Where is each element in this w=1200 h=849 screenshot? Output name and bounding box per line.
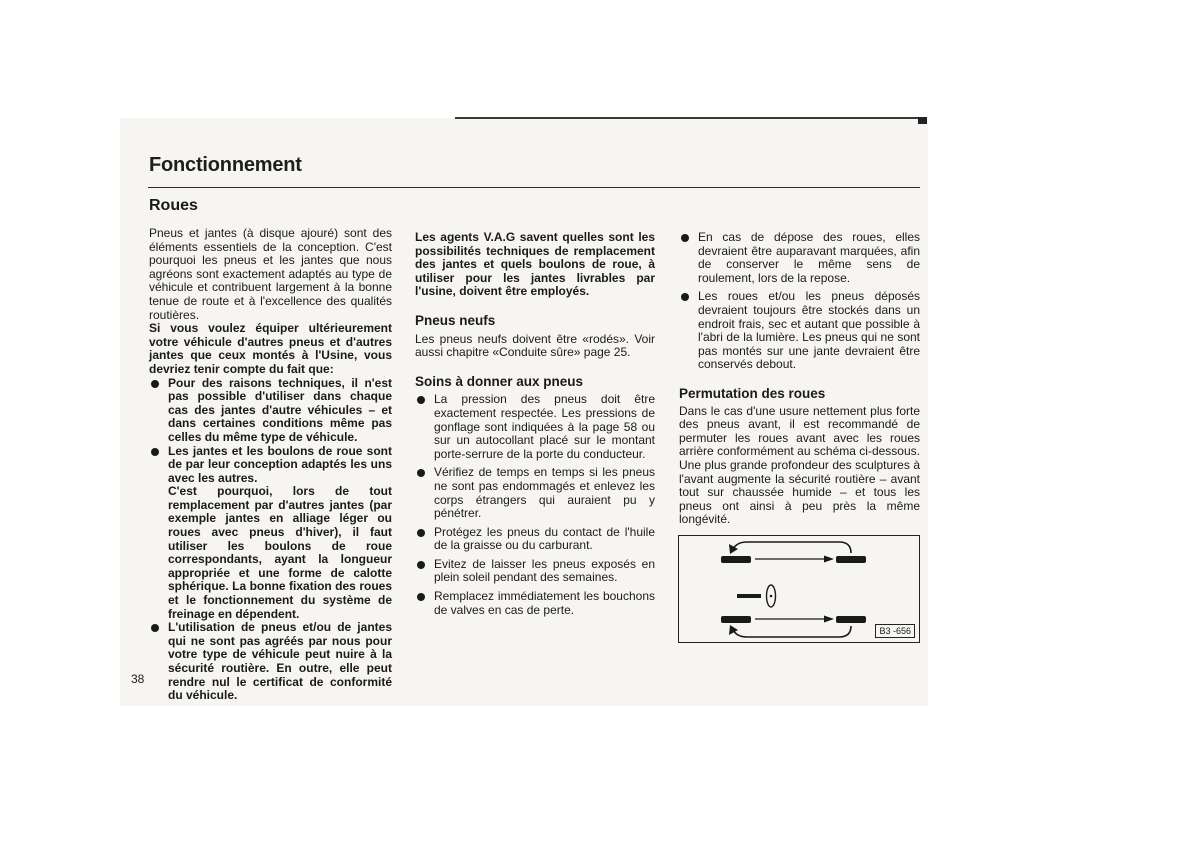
spare-hub — [770, 595, 773, 598]
arrowhead-rear-right — [824, 616, 834, 623]
list-item-text: L'utilisation de pneus et/ou de jantes qui ne sont pas agréés par nous pour votre type de véhicule peut nuire à la sécurité routière. En outre, elle peut rendre nul le certificat de conformité du véhicule. — [168, 620, 392, 703]
list-item — [415, 590, 655, 617]
rear-right-tyre — [836, 616, 866, 623]
wheel-rotation-diagram — [678, 535, 920, 643]
soins-list — [415, 393, 655, 617]
list-item — [149, 445, 392, 622]
list-item-text: Les jantes et les boulons de roue sont de par leur conception adaptés les uns avec les autres. — [168, 443, 392, 485]
list-item-continuation: C'est pourquoi, lors de tout remplacement par d'autres jantes (par exemple jantes en alliage léger ou roues avec pneus d'hiver), il faut utiliser les boulons de roue correspondants, ayant la longueur appropriée et une forme de calotte sphérique. La bonne fixation des roues et le fonctionnement du système de freinage en dépendent. — [168, 484, 392, 621]
list-item — [149, 377, 392, 445]
intro-paragraph: Pneus et jantes (à disque ajouré) sont des éléments essentiels de la conception. C'est pourquoi les pneus et les jantes que nous agréons sont exactement adaptés au type de véhicule et contribuent largement à la bonne tenue de route et à l'excellence des qualités routières. — [149, 226, 392, 322]
list-item — [149, 621, 392, 703]
list-item — [679, 290, 920, 372]
list-item-text: Les roues et/ou les pneus déposés devraient toujours être stockés dans un endroit frais, sec et autant que possible à l'abri de la lumière. Les pneus qui ne sont pas montés sur une jante devraient être conservés debout. — [698, 289, 920, 372]
agents-paragraph: Les agents V.A.G savent quelles sont les possibilités techniques de remplacement des jantes et quels boulons de roue, à utiliser pour les jantes livrables par l'usine, doivent être employés. — [415, 230, 655, 299]
list-item — [679, 231, 920, 285]
rear-left-tyre — [721, 616, 751, 623]
spare-axle — [737, 594, 761, 598]
list-item-text: Remplacez immédiatement les bouchons de valves en cas de perte. — [434, 589, 655, 617]
arrow-front-curved — [733, 542, 851, 553]
page-number: 38 — [131, 672, 145, 686]
front-left-tyre — [721, 556, 751, 563]
column-3 — [679, 231, 920, 527]
list-item-text: Pour des raisons techniques, il n'est pas possible d'utiliser dans chaque cas des jantes d'autre véhicules – et dans certaines conditions même pas celles du même type de véhicule. — [168, 375, 392, 444]
list-item-text: Evitez de laisser les pneus exposés en plein soleil pendant des semaines. — [434, 556, 655, 585]
section-rule — [148, 187, 920, 188]
list-item — [415, 558, 655, 585]
heading-pneus-neufs: Pneus neufs — [415, 312, 496, 328]
heading-soins: Soins à donner aux pneus — [415, 373, 584, 389]
requirements-list — [149, 377, 392, 703]
front-right-tyre — [836, 556, 866, 563]
pneus-neufs-paragraph: Les pneus neufs doivent être «rodés». Voir aussi chapitre «Conduite sûre» page 25. — [415, 331, 655, 360]
column-2 — [415, 231, 655, 617]
list-item — [415, 393, 655, 461]
bold-intro-paragraph: Si vous voulez équiper ultérieurement votre véhicule d'autres pneus et d'autres jantes que ceux montés à l'Usine, vous devriez tenir compte du fait que: — [149, 321, 392, 376]
list-item — [415, 466, 655, 520]
section-title: Fonctionnement — [149, 154, 302, 176]
storage-list — [679, 231, 920, 372]
figure-code: B3 -656 — [875, 624, 915, 638]
list-item-text: Vérifiez de temps en temps si les pneus ne sont pas endommagés et enlevez les corps étrangers qui auraient pu y pénétrer. — [434, 465, 655, 521]
heading-roues: Roues — [149, 197, 198, 214]
heading-permutation: Permutation des roues — [679, 385, 826, 401]
column-1 — [149, 227, 392, 703]
list-item-text: En cas de dépose des roues, elles devraient être auparavant marquées, afin de conserver le même sens de roulement, lors de la repose. — [698, 230, 920, 285]
list-item-text: Protégez les pneus du contact de l'huile de la graisse ou du carburant. — [434, 524, 655, 553]
arrowhead-front-right — [824, 556, 834, 563]
arrow-rear-curved — [733, 626, 851, 637]
top-border-line — [455, 117, 927, 119]
permutation-paragraph: Dans le cas d'une usure nettement plus forte des pneus avant, il est recommandé de permuter les roues avant avec les roues arrière conformément au schéma ci-dessous. Une plus grande profondeur des sculptures à l'avant augmente la sécurité routière – avant tout sur chaussée humide – et tous les pneus ont ainsi à peu près la même longévité. — [679, 403, 920, 527]
top-border-mark — [918, 117, 927, 124]
list-item-text: La pression des pneus doit être exactement respectée. Les pressions de gonflage sont indiquées à la page 58 ou sur un autocollant placé sur le montant porte-serrure de la porte du conducteur. — [434, 392, 655, 461]
list-item — [415, 526, 655, 553]
